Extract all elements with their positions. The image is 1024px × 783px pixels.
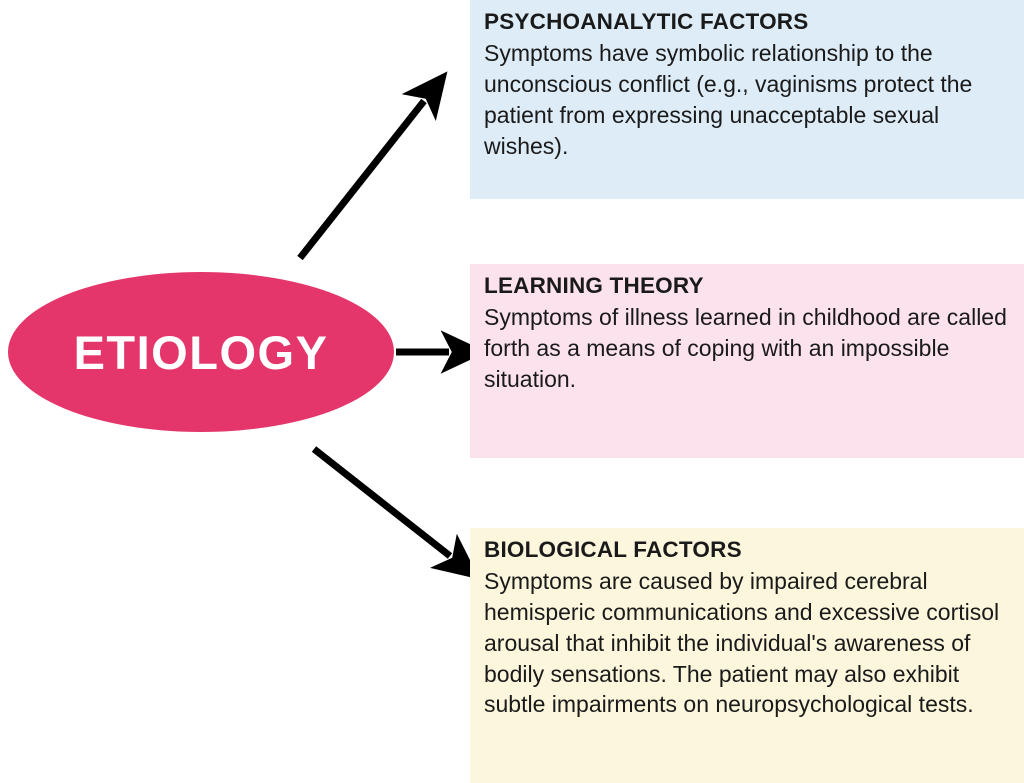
etiology-node-label: ETIOLOGY <box>73 325 329 379</box>
factor-box-biological <box>470 528 1024 783</box>
factor-body-learning: Symptoms of illness learned in childhood are called forth as a means of coping with an impossible situation. <box>484 304 1007 392</box>
factor-body-biological: Symptoms are caused by impaired cerebral hemisperic communications and excessive cortisol arousal that inhibit the individual's awareness of bodily sensations. The patient may also exhibit subtle impairments on neuropsychological tests. <box>484 568 1000 718</box>
factor-title-psychoanalytic: PSYCHOANALYTIC FACTORS <box>484 9 809 34</box>
factor-title-learning: LEARNING THEORY <box>484 273 704 298</box>
arrow-to-psychoanalytic-icon <box>300 101 424 258</box>
arrow-to-biological-icon <box>314 449 450 556</box>
factor-body-psychoanalytic: Symptoms have symbolic relationship to the unconscious conflict (e.g., vaginisms protect the patient from expressing unacceptable sexual wishes). <box>484 40 973 159</box>
factor-title-biological: BIOLOGICAL FACTORS <box>484 537 742 562</box>
factor-box-learning <box>470 264 1024 458</box>
factor-box-psychoanalytic <box>470 0 1024 199</box>
